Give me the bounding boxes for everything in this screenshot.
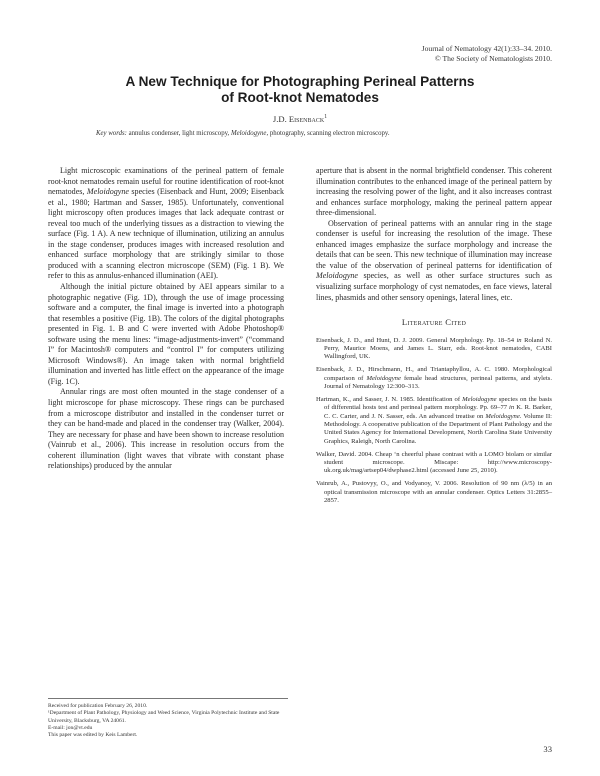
reference-item: Eisenback, J. D., Hirschmann, H., and Triantaphyllou, A. C. 1980. Morphological comparison of Meloidogyne female head structures, perineal patterns, and stylets. Journal of Nematology 12:300–313. <box>316 366 552 390</box>
author-surname: Eisenback <box>288 114 325 124</box>
italic-term: Meloidogyne <box>316 271 359 281</box>
italic-term: Meloidogyne <box>485 412 520 420</box>
footnote-affiliation: ¹Department of Plant Pathology, Physiology and Weed Science, Virginia Polytechnic Institute and State University, Blacksburg, VA 24061. <box>48 710 280 724</box>
footnotes <box>48 698 288 739</box>
title-line-1: A New Technique for Photographing Perineal Patterns <box>125 74 475 89</box>
reference-list <box>316 337 552 506</box>
keywords-italic-genus: Meloidogyne <box>230 130 267 137</box>
italic-term: Meloidogyne <box>86 187 129 197</box>
author-line <box>0 114 600 124</box>
reference-item: Vainrub, A., Pustovyy, O., and Vodyanoy, V. 2006. Resolution of 90 nm (λ/5) in an optical transmission microscope with an annular condenser. Optics Letters 31:2855–2857. <box>316 480 552 504</box>
italic-term: in <box>516 336 522 344</box>
reference-item: Walker, David. 2004. Cheap ‘n cheerful phase contrast with a LOMO biolam or similar student microscope. Miscape: http://www.microscopy-uk.org.uk/mag/artsep04/dwphase2.html (accessed June 25, 2010). <box>316 450 552 475</box>
italic-term: in <box>509 404 515 412</box>
reference-item: Eisenback, J. D., and Hunt, D. J. 2009. General Morphology. Pp. 18–54 in Roland N. Perry, Maurice Moens, and James L. Starr, eds. Root-knot nematodes, CABI Wallingford, UK. <box>316 336 552 361</box>
journal-line-2: © The Society of Nematologists 2010. <box>435 53 552 63</box>
italic-term: Meloidogyne <box>366 374 401 382</box>
page-number: 33 <box>543 744 552 754</box>
author-initials: J.D. <box>272 114 287 124</box>
keywords-text-a: annulus condenser, light microscopy, <box>128 130 230 137</box>
body-paragraph: Although the initial picture obtained by AEI appears similar to a photographic negative (Fig. 1D), through the use of image processing software and a computer, the final image is inverted into a photograph that resembles a positive (Fig. 1B). The colors of the digital photographs presented in Fig. 1. B and C were inverted with Adobe Photoshop® software using the menu lines: “image-adjustments-invert” (“command I” for Macintosh® computers and “control I” for computers utilizing Microsoft Windows®). An image taken with normal brightfield illumination and inverted has little effect on the appearance of the image (Fig. 1C). <box>48 282 284 386</box>
title-line-2: of Root-knot Nematodes <box>221 90 379 105</box>
author-affiliation-mark: 1 <box>324 114 328 121</box>
reference-item: Hartman, K., and Sasser, J. N. 1985. Identification of Meloidogyne species on the basis of differential hosts test and perineal pattern morphology. Pp. 69–77 in K. R. Barker, C. C. Carter, and J. N. Sasser, eds. An advanced treatise on Meloidogyne. Volume II: Methodology. A cooperative publication of the Department of Plant Pathology and the United States Agency for International Development, North Carolina State University Graphics, Raleigh, North Carolina. <box>316 395 552 445</box>
keywords-label: Key words: <box>96 130 127 137</box>
footnote-received: Received for publication February 26, 2010. <box>48 703 148 709</box>
journal-line-1: Journal of Nematology 42(1):33–34. 2010. <box>421 44 552 53</box>
italic-term: Meloidogyne <box>462 395 497 403</box>
body-paragraph: Annular rings are most often mounted in the stage condenser of a light microscope for phase microscopy. These rings can be purchased from a microscope distributor and installed in the condenser turret or they can be hand-made and placed in the condenser tray (Walker, 2004). They are necessary for phase and have been shown to increase resolution (Vainrub et al., 2006). This increase in resolution occurs from the coherent illumination (light waves that vibrate with constant phase relationships) produced by the annular <box>48 387 284 471</box>
body-column-right <box>316 166 552 510</box>
article-title <box>60 74 540 106</box>
body-paragraph-continued: aperture that is absent in the normal brightfield condenser. This coherent illumination contributes to the enhanced image of the perineal pattern by increasing the resolving power of the light, and it also increases contrast and enhances surface morphology, making the perineal pattern appear three-dimensional. <box>316 166 552 218</box>
keywords <box>96 130 516 139</box>
keywords-text-b: , photography, scanning electron microscopy. <box>266 130 390 137</box>
body-paragraph: Light microscopic examinations of the perineal pattern of female root-knot nematodes remain useful for routine identification of root-knot nematodes, Meloidogyne species (Eisenback and Hunt, 2009; Eisenback et al., 1980; Hartman and Sasser, 1985). Unfortunately, conventional light microscopy often produces images that lack adequate contrast or reveal too much of the underlying tissues as a distraction to viewing the surface (Fig. 1 A). A new technique of illumination, utilizing an annulus in the stage condenser, produces images with increased resolution and enhanced surface morphology that are strikingly similar to those produced with a scanning electron microscope (SEM) (Fig. 1 B). We refer to this as annulus-enhanced illumination (AEI). <box>48 166 284 281</box>
body-column-left <box>48 166 284 472</box>
footnote-email: E-mail: jon@vt.edu <box>48 724 93 731</box>
journal-citation <box>422 44 552 63</box>
footnote-editor: This paper was edited by Keis Lambert. <box>48 732 138 738</box>
body-paragraph: Observation of perineal patterns with an annular ring in the stage condenser is useful for increasing the resolution of the image. These enhanced images emphasize the surface morphology and increase the details that can be seen. This new technique of illumination may increase the value of the observation of perineal patterns for identification of Meloidogyne species, as well as other surface structures such as visualizing surface morphology of cyst nematodes, en face views, lateral lines, phasmids and other sensory openings, lateral lines, etc. <box>316 218 552 302</box>
literature-cited-heading: Literature Cited <box>401 317 467 328</box>
